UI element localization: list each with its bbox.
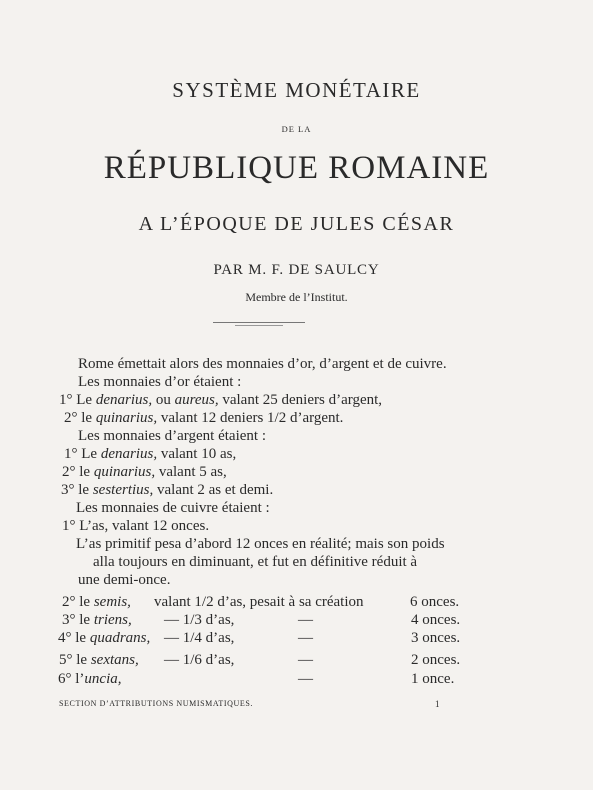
decorative-rule xyxy=(213,322,305,323)
table-row-dash: — xyxy=(298,652,313,668)
page-number: 1 xyxy=(435,699,440,709)
table-row-label: 4° le quadrans, xyxy=(58,630,151,646)
body-line: 2° le quinarius, valant 12 deniers 1/2 d’argent. xyxy=(64,410,344,426)
section-footer: SECTION D’ATTRIBUTIONS NUMISMATIQUES. xyxy=(59,699,253,708)
table-row-desc: valant 1/2 d’as, pesait à sa création xyxy=(154,594,364,610)
table-row-dash: — xyxy=(298,612,313,628)
author-affiliation: Membre de l’Institut. xyxy=(245,290,348,304)
author-line: PAR M. F. DE SAULCY xyxy=(213,262,380,278)
body-line: 1° Le denarius, valant 10 as, xyxy=(64,446,237,462)
body-line: L’as primitif pesa d’abord 12 onces en réalité; mais son poids xyxy=(76,536,445,552)
title-line-1: SYSTÈME MONÉTAIRE xyxy=(172,78,421,102)
body-line: une demi-once. xyxy=(78,572,171,588)
table-row-desc: — 1/4 d’as, xyxy=(164,630,235,646)
table-row-label: 2° le semis, xyxy=(62,594,131,610)
title-line-2: RÉPUBLIQUE ROMAINE xyxy=(103,150,490,186)
title-connector: DE LA xyxy=(281,124,312,134)
body-line: 1° Le denarius, ou aureus, valant 25 deniers d’argent, xyxy=(59,392,383,408)
body-line: Rome émettait alors des monnaies d’or, d’argent et de cuivre. xyxy=(78,356,447,372)
table-row-label: 3° le triens, xyxy=(62,612,132,628)
table-row-dash: — xyxy=(298,630,313,646)
table-row-label: 6° l’uncia, xyxy=(58,671,122,687)
table-row-qty: 1 once. xyxy=(411,671,455,687)
table-row-desc: — 1/3 d’as, xyxy=(164,612,235,628)
table-row-qty: 2 onces. xyxy=(411,652,461,668)
table-row-label: 5° le sextans, xyxy=(59,652,139,668)
body-line: 3° le sestertius, valant 2 as et demi. xyxy=(61,482,274,498)
decorative-rule-inner xyxy=(235,325,283,326)
table-row-dash: — xyxy=(298,671,313,687)
body-line: 2° le quinarius, valant 5 as, xyxy=(62,464,227,480)
body-line: Les monnaies de cuivre étaient : xyxy=(76,500,270,516)
body-line: alla toujours en diminuant, et fut en définitive réduit à xyxy=(93,554,418,570)
table-row-qty: 6 onces. xyxy=(410,594,460,610)
table-row-desc: — 1/6 d’as, xyxy=(164,652,235,668)
table-row-qty: 4 onces. xyxy=(411,612,461,628)
body-line: Les monnaies d’argent étaient : xyxy=(78,428,266,444)
subtitle: A L’ÉPOQUE DE JULES CÉSAR xyxy=(138,213,455,235)
body-line: Les monnaies d’or étaient : xyxy=(78,374,242,390)
table-row-qty: 3 onces. xyxy=(411,630,461,646)
body-line: 1° L’as, valant 12 onces. xyxy=(62,518,210,534)
